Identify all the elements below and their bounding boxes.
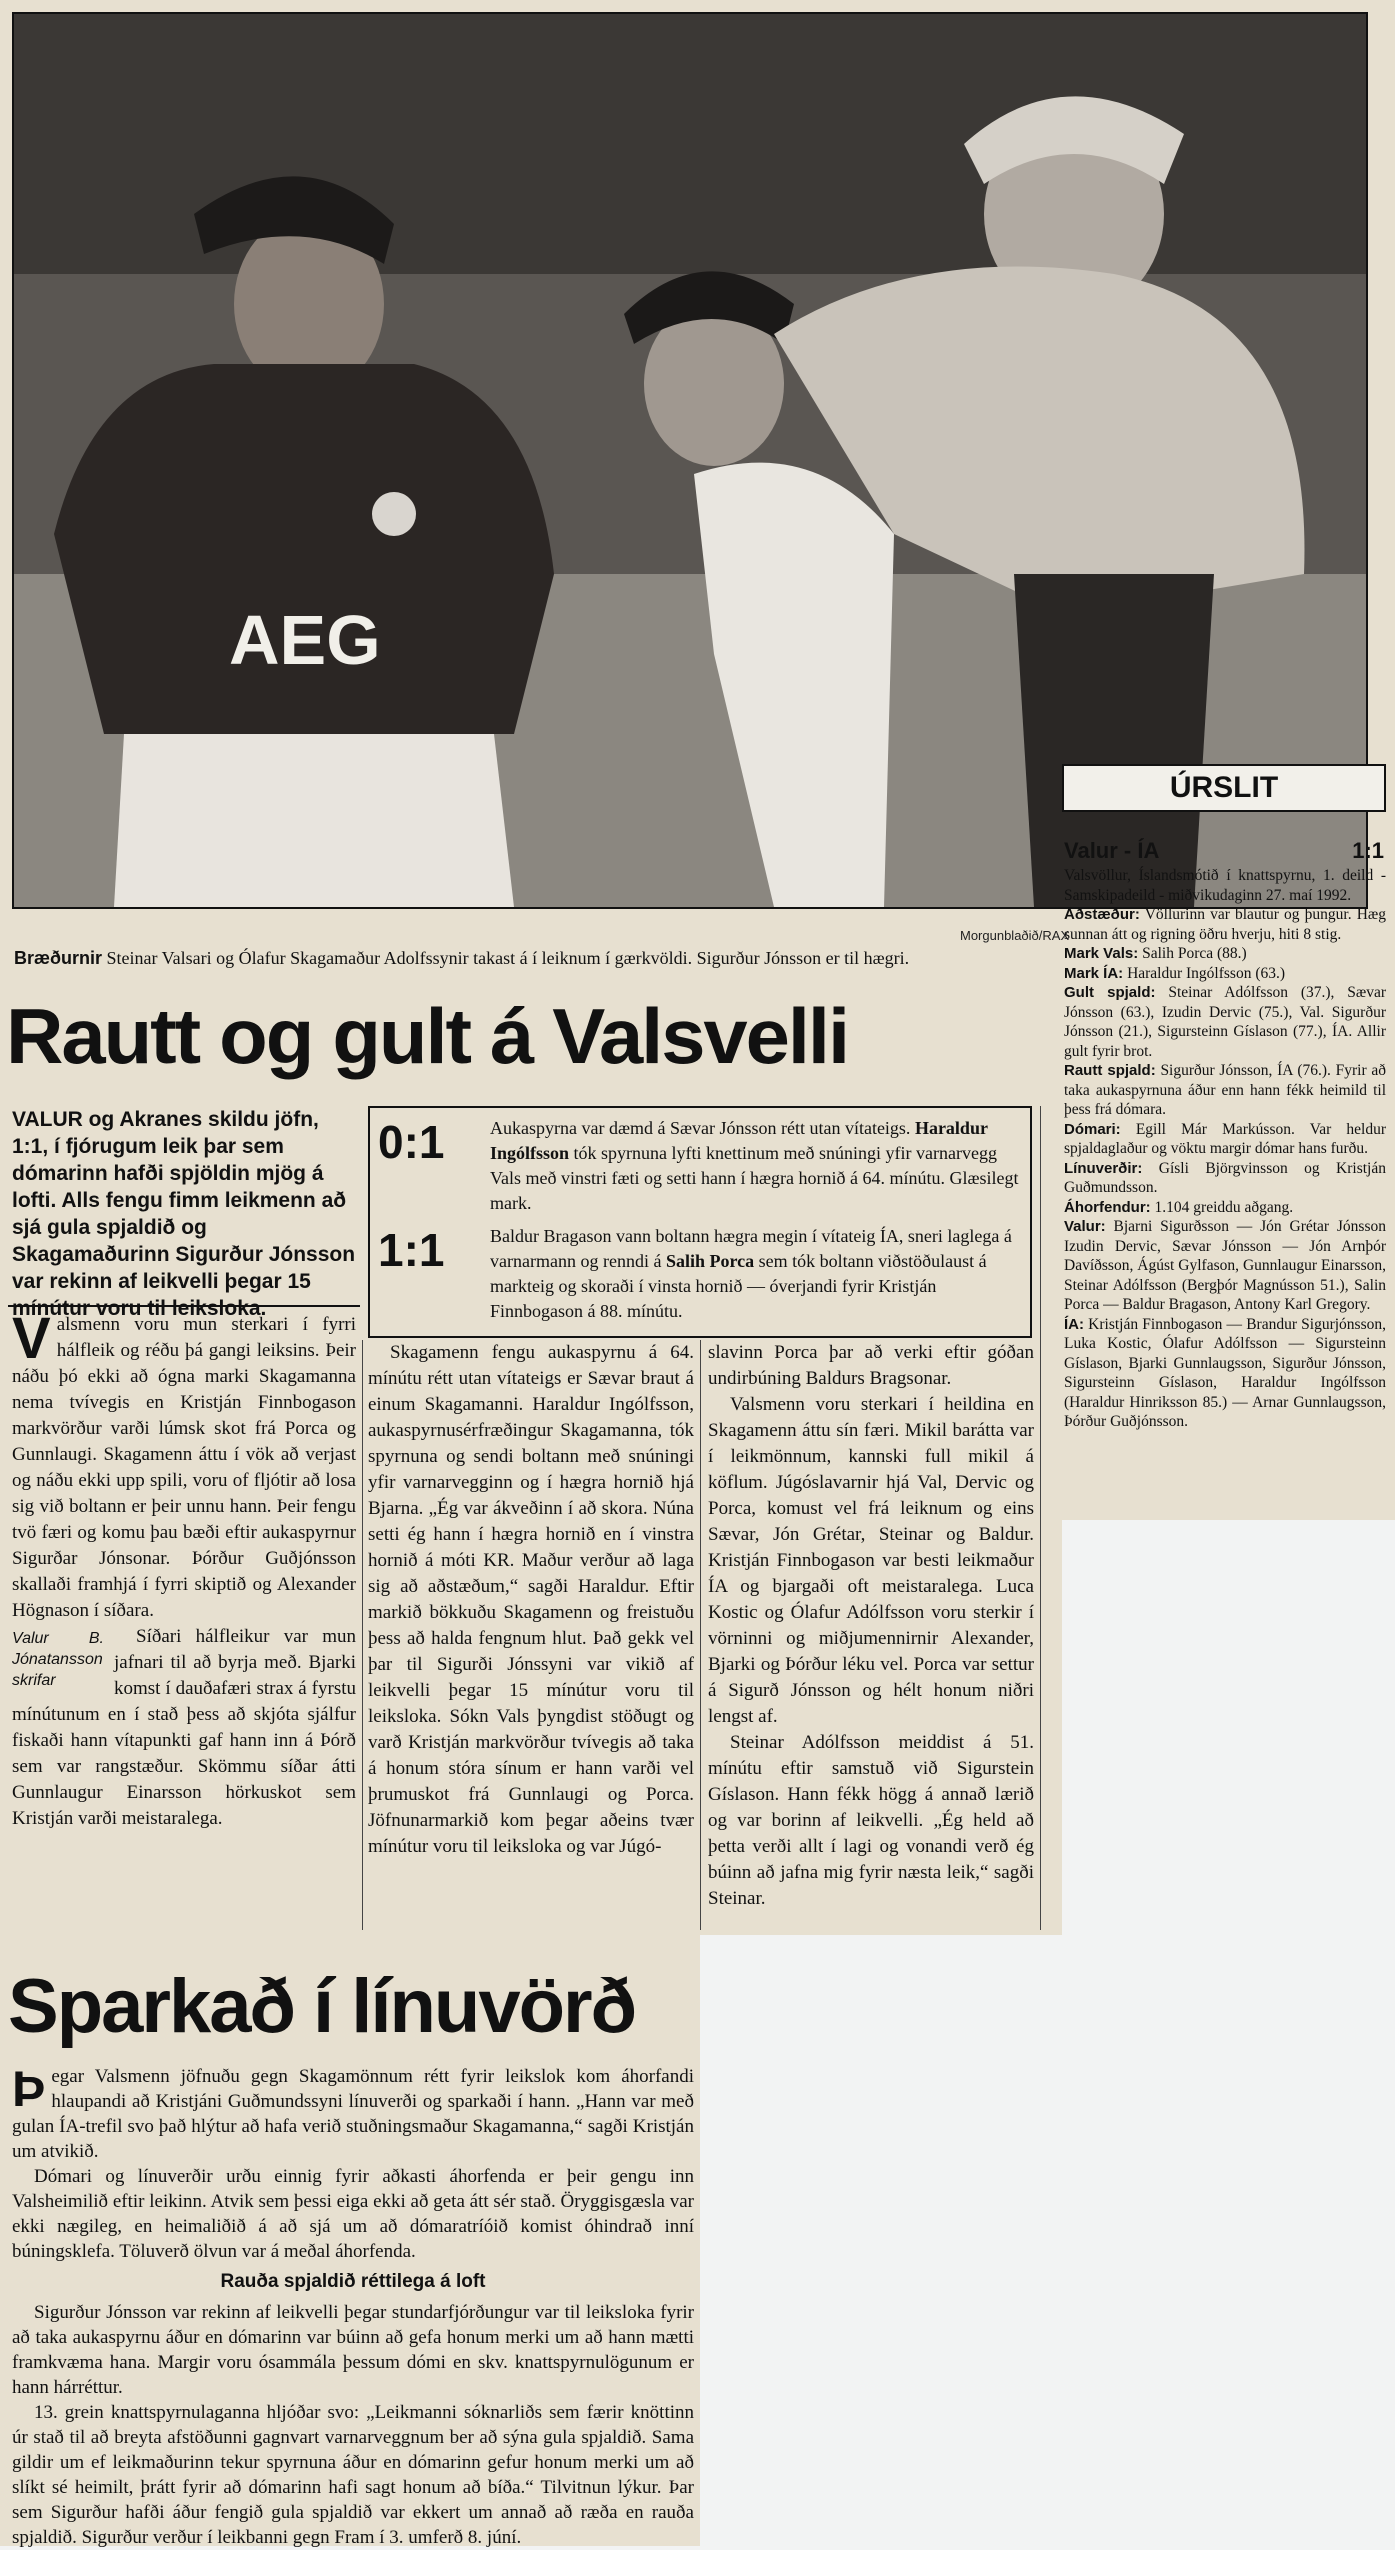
column-rule — [700, 1340, 701, 1930]
paragraph: 13. grein knattspyrnulaganna hljóðar svo: „Leikmanni sóknarliðs sem færir knöttinn úr stað til að breyta afstöðunni gagnvart varnarveggnum ber að sýna gula spjaldið. Sama gildir um ef leikmaðurinn tekur spyrnuna áður en dómarinn gefur honum merki um að slíkt sé heimilt, þrátt fyrir að dómarinn hafi sagt honum að bíða.“ Tilvitnun lýkur. Þar sem Sigurður hafði áður fengið gula spjaldið var ekkert um annað að ræða en rauða spjaldið. Sigurður verður í leikbanni gegn Fram í 3. umferð 8. júní. — [12, 2402, 694, 2548]
paragraph: Sigurður Jónsson var rekinn af leikvelli þegar stundarfjórðungur var til leiksloka fyrir að taka aukaspyrnu áður en dómarinn var búinn að gefa honum merki um að hann mætti framkvæma hana. Margir voru ósammála þessum dómi en skv. knattspyrnulögunum er hann hárréttur. — [12, 2302, 694, 2398]
headline-secondary: Sparkað í línuvörð — [8, 1964, 636, 2049]
match-line: Valur - ÍA 1:1 — [1064, 838, 1384, 863]
column-rule — [1040, 1106, 1041, 1930]
article-column-3 — [708, 1340, 1034, 1912]
headline-main: Rautt og gult á Valsvelli — [6, 992, 849, 1080]
result-entry: Mark Vals: Salih Porca (88.) — [1064, 945, 1247, 962]
photo-caption — [14, 946, 1059, 970]
result-entry: Gult spjald: Steinar Adólfsson (37.), Sævar Jónsson (63.), Izudin Dervic (75.), Val. Sigurður Jónsson (21.), Sigursteinn Gíslason (77.), ÍA. Allir gult fyrir brot. — [1064, 984, 1387, 1060]
result-entry: Dómari: Egill Már Markússon. Var heldur spjaldaglaður og vöktu margir dómar hans furðu. — [1064, 1120, 1387, 1157]
paragraph: Dómari og línuverðir urðu einnig fyrir aðkasti áhorfenda er þeir gengu inn Valsheimilið eftir leikinn. Atvik sem þessi eiga ekki að geta átt sér stað. Öryggisgæsla var ekki nægileg, en heimaliðið á að sjá um að dómaratríóið komist óhindrað inní búningsklefa. Töluverð ölvun var á meðal áhorfenda. — [12, 2166, 694, 2262]
results-title: ÚRSLIT — [1062, 764, 1386, 812]
subheading: Rauða spjaldið réttilega á loft — [220, 2271, 486, 2292]
result-entry: Mark ÍA: Haraldur Ingólfsson (63.) — [1064, 964, 1286, 982]
byline: Valur B. Jónatansson skrifar — [12, 1630, 104, 1689]
caption-bold: Bræðurnir — [14, 948, 103, 968]
goal-description: Baldur Bragason vann boltann hægra megin í vítateig ÍA, sneri laglega á varnarmann og renndi á Salih Porca sem tók boltann viðstöðulaust á markteig og skoraði í vinsta hornið — óverjandi fyrir Kristján Finnbogason á 88. mínútu. — [490, 1226, 1012, 1321]
blank-area — [1062, 1520, 1395, 1935]
column-rule — [362, 1340, 363, 1930]
lead-paragraph: VALUR og Akranes skildu jöfn, 1:1, í fjórugum leik þar sem dómarinn hafði spjöldin mjög á lofti. Alls fengu fimm leikmenn að sjá gula spjaldið og Skagamaðurinn Sigurður Jónsson var rekinn af leikvelli þegar 15 mínútur voru til leiksloka. — [12, 1108, 356, 1320]
venue: Valsvöllur, Íslandsmótið í knattspyrnu, 1. deild - Samskipadeild - miðvikudaginn 27. maí 1992. — [1064, 867, 1386, 904]
goal-score: 0:1 — [378, 1116, 445, 1168]
results-box — [1062, 760, 1395, 1518]
photo-credit: Morgunblaðið/RAX — [960, 928, 1070, 943]
result-entry: Valur: Bjarni Sigurðsson — Jón Grétar Jónsson Izudin Dervic, Sævar Jónsson — Jón Arnþór Davíðsson, Ágúst Gylfason, Gunnlaugur Einarsson, Steinar Adólfsson (Bergþór Magnússon 51.), Salin Porca — Baldur Bragason, Antony Karl Gregory. — [1064, 1218, 1386, 1313]
paragraph: slavinn Porca þar að verki eftir góðan undirbúning Baldurs Bragsonar. — [708, 1342, 1034, 1389]
paragraph: Steinar Adólfsson meiddist á 51. mínútu eftir samstuð við Sigurstein Gíslason. Hann fékk högg á annað lærið og var borinn af leikvelli. „Ég held að þetta verði allt í lagi og vonandi verð ég búinn að jafna mig fyrir næsta leik,“ sagði Steinar. — [708, 1732, 1034, 1909]
article-column-2 — [368, 1340, 694, 1860]
drop-cap: Þ — [12, 2061, 46, 2117]
article-secondary — [12, 2061, 694, 2550]
jersey-text: AEG — [229, 601, 381, 679]
paragraph: Síðari hálfleikur var mun jafnari til að byrja með. Bjarki komst í dauðafæri strax á fyrstu mínútunum en í stað þess að skjóta sjálfur fiskaði hann vítapunkti gaf hann inn á Þórð sem var rangstæður. Skömmu síðar átti Gunnlaugur Einarsson hörkuskot sem Kristján varði meistaralega. — [12, 1626, 356, 1829]
goal-description: Aukaspyrna var dæmd á Sævar Jónsson rétt utan vítateigs. Haraldur Ingólfsson tók spyrnuna lyfti knettinum með snúningi yfir varnarvegg Vals með vinstri fæti og setti hann í hægra hornið á 64. mínútu. Glæsilegt mark. — [490, 1118, 1019, 1213]
paragraph: egar Valsmenn jöfnuðu gegn Skagamönnum rétt fyrir leikslok kom áhorfandi hlaupandi að Kristjáni Guðmundssyni línuverði og sparkaði í hann. „Hann var með gulan ÍA-trefil svo það hlýtur að hafa verið stuðningsmaður Skagamanna,“ sagði Kristján um atvikið. — [12, 2066, 694, 2162]
result-entry: Línuverðir: Gísli Björgvinsson og Kristján Guðmundsson. — [1064, 1159, 1386, 1196]
final-score: 1:1 — [1352, 838, 1384, 863]
article-column-1 — [12, 1306, 356, 1832]
caption-text: Steinar Valsari og Ólafur Skagamaður Adolfssynir takast á í leiknum í gærkvöldi. Sigurður Jónsson er til hægri. — [106, 948, 910, 968]
goal-score: 1:1 — [378, 1224, 445, 1276]
divider — [8, 1305, 360, 1307]
drop-cap: V — [12, 1306, 51, 1371]
goals-box — [368, 1106, 1032, 1338]
result-entry: Áhorfendur: 1.104 greiddu aðgang. — [1064, 1198, 1294, 1216]
paragraph: Valsmenn voru sterkari í heildina en Skagamenn áttu sín færi. Mikil barátta var í leikmönnum, kannski full mikil á köflum. Júgóslavarnir hjá Val, Dervic og Porca, komust vel frá leiknum og eins Sævar, Jón Grétar, Steinar og Baldur. Kristján Finnbogason var besti leikmaður ÍA og bjargaði oft meistaralega. Luca Kostic og Ólafur Adólfsson voru sterkir í vörninni og miðjumennirnir Alexander, Bjarki og Þórður léku vel. Porca var settur á Sigurð Jónsson og hélt honum niðri lengst af. — [708, 1394, 1034, 1727]
results-details — [1064, 866, 1386, 1432]
paragraph: Skagamenn fengu aukaspyrnu á 64. mínútu rétt utan vítateigs er Sævar braut á einum Skagamanni. Haraldur Ingólfsson, aukaspyrnusérfræðingur Skagamanna, tók spyrnuna og sendi boltann með snúningi yfir varnarvegginn og í hægra hornið hjá Bjarna. „Ég var ákveðinn í að skora. Núna setti ég hann í hægra hornið en í vinstra hornið á móti KR. Maður verður að laga sig að aðstæðum,“ sagði Haraldur. Eftir markið bökkuðu Skagamenn og freistuðu þess að halda fengnum hlut. Það gekk vel þar til Sigurði Jónssyni var vikið af leikvelli þegar 15 mínútur voru til leiksloka. Sókn Vals þyngdist stöðugt og varð Kristján markvörður tvívegis að taka á honum stóra sínum er hann varði vel þrumuskot frá Gunnlaugi og Porca. Jöfnunarmarkið kom þegar aðeins tvær mínútur voru til leiksloka og var Júgó- — [368, 1342, 694, 1857]
result-entry: ÍA: Kristján Finnbogason — Brandur Sigurjónsson, Luka Kostic, Ólafur Adólfsson — Sigursteinn Gíslason, Bjarki Gunnlaugsson, Sigurður Jónsson, Sigursteinn Gíslason, Haraldur Ingólfsson (Haraldur Hinriksson 85.) — Arnar Gunnlaugsson, Þórður Guðjónsson. — [1064, 1315, 1386, 1430]
result-entry: Aðstæður: Völlurinn var blautur og þungur. Hæg sunnan átt og rigning öðru hverju, hiti 8 stig. — [1064, 906, 1386, 943]
paragraph: alsmenn voru mun sterkari í fyrri hálfleik og réðu þá gangi leiksins. Þeir náðu þó ekki að ógna marki Skagamanna nema tvívegis en Kristján Finnbogason markvörður varði lúmsk skot frá Porca og Gunnlaugi. Skagamenn áttu í vök að verjast og náðu ekki upp spili, voru of fljótir að losa sig við boltann er þeir unnu hann. Þeir fengu tvö færi og komu þau bæði eftir aukaspyrnur Sigurðar Jónsonar. Þórður Guðjónsson skallaði framhjá í fyrri skiptið og Alexander Högnason í síðara. — [12, 1314, 356, 1621]
result-entry: Rautt spjald: Sigurður Jónsson, ÍA (76.). Fyrir að taka aukaspyrnuna áður enn hann fékk heimild til þess frá dómara. — [1064, 1062, 1386, 1118]
